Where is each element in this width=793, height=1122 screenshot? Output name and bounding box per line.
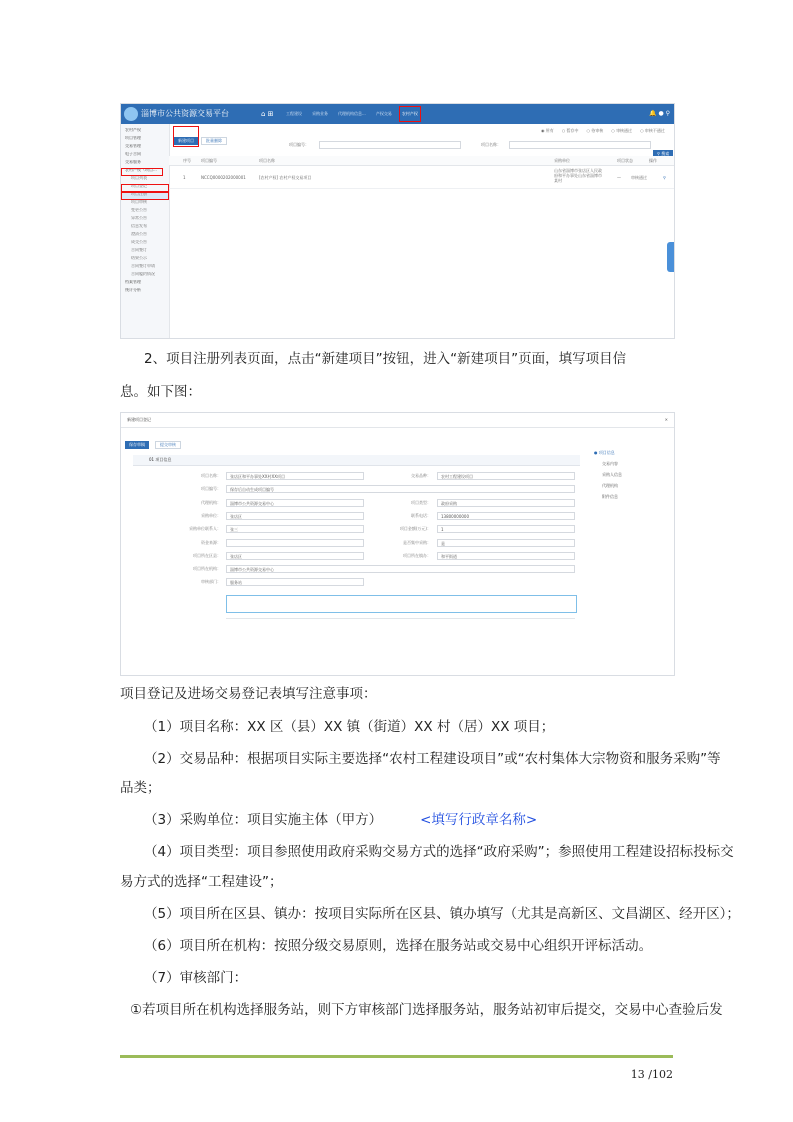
table-row[interactable]: 1 NCCQ0000202000001 [农村产权] 农村产权交易项目 山东省淄博市张店区人民政府和平办事处山东省淄博市某村 — 审核通过 ⚲ — [169, 166, 674, 189]
sidebar-item[interactable]: 项目管理 — [125, 136, 141, 140]
sidebar-item[interactable]: 成交公告 — [131, 240, 147, 244]
platform-logo-icon — [124, 107, 138, 121]
sidebar-item[interactable]: 合同履约情况 — [131, 272, 155, 276]
purchaser-field[interactable]: 张店区 — [226, 512, 364, 520]
tab-rural-property[interactable]: 农村产权 — [397, 104, 423, 124]
search-button[interactable]: ⚲ 搜索 — [653, 150, 673, 158]
sidebar-item[interactable]: 信息发布 — [131, 224, 147, 228]
field-label: 交易品种： — [411, 473, 431, 478]
sidebar-item-rural-project[interactable]: 农村产权（项目... — [121, 168, 163, 176]
close-icon[interactable]: ✕ — [664, 417, 668, 422]
main-panel — [169, 124, 674, 338]
tab-agency[interactable]: 代理机构信息... — [338, 111, 366, 116]
table-header: 序号 项目编号 项目名称 采购单位 项目状态 操作 — [169, 156, 674, 166]
field-label: 资金来源： — [201, 540, 221, 545]
divider — [226, 618, 575, 619]
field-label: 审核部门： — [201, 579, 221, 584]
rnav-item-info[interactable]: ● 项目信息 — [594, 450, 615, 455]
amount-field[interactable]: 1 — [437, 525, 575, 533]
field-label: 项目所在区县： — [193, 553, 221, 558]
field-label: 项目所在镇办： — [403, 553, 431, 558]
view-icon[interactable]: ⚲ — [663, 175, 666, 180]
screenshot-project-list — [120, 103, 675, 339]
project-name-field[interactable]: 张店区和平办事处XX村XX项目 — [226, 472, 364, 480]
note-item: （6）项目所在机构：按照分级交易原则，选择在服务站或交易中心组织开评标活动。 — [144, 938, 653, 954]
app-header — [121, 104, 674, 124]
footer-divider — [120, 1055, 673, 1058]
field-label: 项目编号： — [201, 486, 221, 491]
contact-field[interactable]: 张三 — [226, 525, 364, 533]
note-item-cont: 易方式的选择“工程建设”； — [120, 874, 283, 890]
sidebar-item-project-registration[interactable]: 项目注册 — [121, 192, 169, 200]
right-nav — [594, 447, 622, 502]
sidebar-item[interactable]: 异常公告 — [131, 216, 147, 220]
filter-rejected[interactable]: ○ 审核不通过 — [640, 128, 665, 133]
phone-field[interactable]: 13800000000 — [437, 512, 575, 520]
sidebar-item[interactable]: 合同签订申请 — [131, 264, 155, 268]
new-project-button[interactable]: 新建项目 — [174, 137, 198, 145]
field-label: 采购单位： — [201, 513, 221, 518]
tab-engineering[interactable]: 工程建设 — [286, 111, 302, 116]
trade-type-select[interactable]: 农村工程建设项目 — [437, 472, 575, 480]
sidebar-item[interactable]: 农村产权 — [125, 128, 141, 132]
project-type-select[interactable]: 政府采购 — [437, 499, 575, 507]
note-item: ①若项目所在机构选择服务站，则下方审核部门选择服务站，服务站初审后提交，交易中心查验后发 — [130, 1002, 723, 1018]
submit-review-button[interactable]: 提交审核 — [155, 441, 181, 449]
screenshot-new-project-form — [120, 412, 675, 676]
admin-seal-hint: <填写行政章名称> — [420, 812, 538, 828]
project-code-input[interactable] — [319, 141, 461, 149]
agency-field[interactable]: 淄博市公共资源交易中心 — [226, 499, 364, 507]
note-item: （5）项目所在区县、镇办：按项目实际所在区县、镇办填写（尤其是高新区、文昌湖区、经开区）； — [144, 906, 740, 922]
tab-procurement[interactable]: 采购业务 — [312, 111, 328, 116]
field-label: 是否集中采购： — [403, 540, 431, 545]
field-label: 项目名称： — [201, 473, 221, 478]
note-item-cont: 品类； — [120, 780, 161, 796]
rnav-item[interactable]: 采购人信息 — [602, 472, 622, 477]
rnav-item[interactable]: 附件信息 — [602, 494, 618, 499]
project-name-input[interactable] — [509, 141, 651, 149]
sidebar-item-project-register[interactable]: 项目登记 — [121, 184, 169, 192]
user-icon[interactable]: 🔔 ● ⚲ — [649, 110, 670, 117]
note-item: （3）采购单位：项目实施主体（甲方） <填写行政章名称> — [144, 812, 538, 828]
note-item: （7）审核部门： — [144, 970, 248, 986]
field-label: 采购单位联系人： — [189, 526, 221, 531]
home-icon[interactable]: ⌂ ⊞ — [261, 110, 274, 118]
instruction-paragraph-cont: 息。如下图： — [120, 384, 201, 400]
sidebar-item[interactable]: 交易服务 — [125, 160, 141, 164]
note-item: （1）项目名称：XX 区（县）XX 镇（街道）XX 村（居）XX 项目； — [144, 719, 555, 735]
town-select[interactable]: 和平街道 — [437, 552, 575, 560]
review-dept-select[interactable]: 服务站 — [226, 578, 364, 586]
section-header: 01 项目信息 — [133, 455, 580, 466]
note-item: （4）项目类型：项目参照使用政府采购交易方式的选择“政府采购”；参照使用工程建设招标投标交 — [144, 844, 734, 860]
note-item: （2）交易品种：根据项目实际主要选择“农村工程建设项目”或“农村集体大宗物资和服务采购”等 — [144, 751, 721, 767]
form-header: 新建项目登记 ✕ — [121, 413, 674, 428]
filter-approved[interactable]: ○ 审核通过 — [611, 128, 633, 133]
field-label: 代理机构： — [201, 500, 221, 505]
sidebar-item[interactable]: 统计分析 — [125, 288, 141, 292]
page-number: 13 /102 — [630, 1068, 673, 1081]
centralized-select[interactable]: 是 — [437, 539, 575, 547]
notes-title: 项目登记及进场交易登记表填写注意事项： — [120, 686, 377, 702]
district-select[interactable]: 张店区 — [226, 552, 364, 560]
sidebar-item[interactable]: 交易管理 — [125, 144, 141, 148]
institution-select[interactable]: 淄博市公共资源交易中心 — [226, 565, 575, 573]
batch-delete-button[interactable]: 批量删除 — [201, 137, 227, 145]
sidebar-item[interactable]: 合同签订 — [131, 248, 147, 252]
field-label: 项目类型： — [411, 500, 431, 505]
status-filter — [541, 128, 665, 133]
tab-property[interactable]: 产权交易 — [375, 111, 392, 116]
instruction-paragraph: 2、项目注册列表页面，点击“新建项目”按钮，进入“新建项目”页面，填写项目信 — [144, 351, 627, 367]
feedback-tab-icon[interactable] — [667, 242, 674, 272]
sidebar-item[interactable]: 变更公告 — [131, 208, 147, 212]
rnav-item[interactable]: 代理机构 — [602, 483, 618, 488]
nav-tabs — [281, 104, 423, 124]
project-code-field[interactable]: 保存后自动生成项目编号 — [226, 485, 575, 493]
sidebar-item[interactable]: 项目审核 — [131, 200, 147, 204]
sidebar-item[interactable]: 项目列表 — [131, 176, 147, 180]
filter-pending[interactable]: ○ 待审核 — [586, 128, 604, 133]
sidebar-item[interactable]: 电子合同 — [125, 152, 141, 156]
save-draft-button[interactable]: 保存草稿 — [125, 441, 149, 449]
sidebar — [121, 124, 170, 338]
filter-all[interactable]: ◉ 所有 — [541, 128, 554, 133]
app-title: 淄博市公共资源交易平台 — [141, 109, 229, 118]
remarks-textarea[interactable] — [226, 595, 577, 613]
name-label: 项目名称： — [481, 142, 501, 147]
rnav-item[interactable]: 交易内容 — [602, 461, 618, 466]
field-label: 项目金额(万元)： — [399, 526, 431, 531]
fund-source-select[interactable] — [226, 539, 364, 547]
filter-draft[interactable]: ○ 暂存中 — [561, 128, 579, 133]
sidebar-item[interactable]: 澄清公告 — [131, 232, 147, 236]
code-label: 项目编号： — [289, 142, 309, 147]
field-label: 联系电话： — [411, 513, 431, 518]
sidebar-item[interactable]: 结果公示 — [131, 256, 147, 260]
sidebar-item[interactable]: 档案管理 — [125, 280, 141, 284]
field-label: 项目所在机构： — [193, 566, 221, 571]
